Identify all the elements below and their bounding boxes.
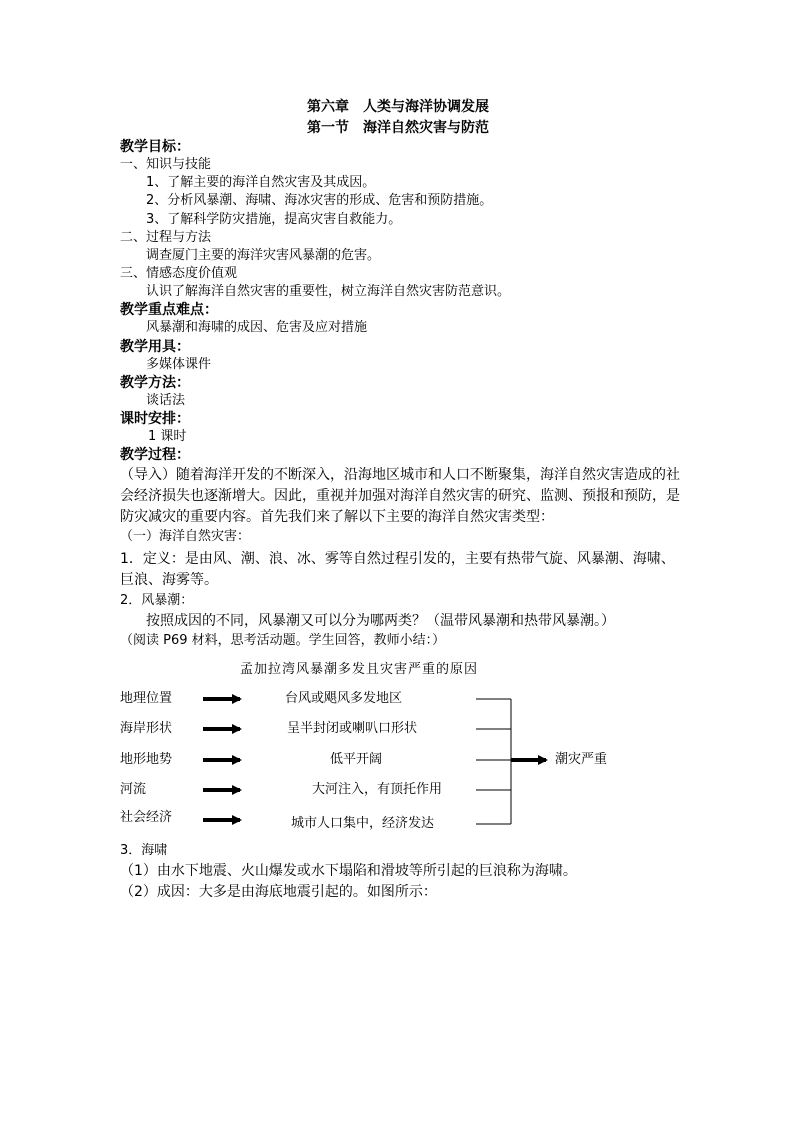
key-points-text: 风暴潮和海啸的成因、危害及应对措施	[146, 320, 368, 335]
definition-line: 巨浪、海雾等。	[120, 572, 218, 588]
factor-name: 海岸形状	[120, 721, 173, 736]
intro-line: 会经济损失也逐渐增大。因此，重视并加强对海洋自然灾害的研究、监测、预报和预防，是	[120, 488, 680, 504]
tsunami-heading: 3．海啸	[120, 843, 168, 858]
definition-line: 1．定义：是由风、潮、浪、冰、雾等自然过程引发的，主要有热带气旋、风暴潮、海啸、	[120, 551, 675, 567]
factor-detail: 大河注入，有顶托作用	[312, 782, 443, 797]
schedule-text: 1 课时	[148, 429, 187, 444]
tsunami-line: （2）成因：大多是由海底地震引起的。如图所示：	[120, 884, 437, 900]
storm-surge-heading: 2．风暴潮：	[120, 593, 194, 608]
knowledge-heading: 一、知识与技能	[120, 157, 212, 172]
part1-heading: （一）海洋自然灾害：	[120, 529, 251, 544]
process-method-text: 调查厦门主要的海洋灾害风暴潮的危害。	[146, 248, 381, 263]
factor-detail: 低平开阔	[330, 752, 383, 767]
objectives-heading: 教学目标：	[120, 139, 190, 155]
knowledge-item: 1、了解主要的海洋自然灾害及其成因。	[146, 175, 376, 190]
key-points-heading: 教学重点难点：	[120, 302, 218, 318]
method-text: 谈话法	[146, 393, 186, 408]
factor-name: 河流	[120, 782, 147, 797]
factor-name: 地理位置	[120, 691, 173, 706]
diagram-result: 潮灾严重	[555, 752, 608, 767]
factor-name: 地形地势	[120, 752, 173, 767]
reading-note: （阅读 P69 材料，思考活动题。学生回答，教师小结：）	[120, 633, 446, 648]
knowledge-item: 2、分析风暴潮、海啸、海冰灾害的形成、危害和预防措施。	[146, 193, 493, 208]
tools-text: 多媒体课件	[146, 357, 212, 372]
factor-detail: 台风或飓风多发地区	[285, 691, 403, 706]
chapter-title: 第六章 人类与海洋协调发展	[307, 99, 489, 115]
schedule-heading: 课时安排：	[120, 411, 190, 427]
factor-name: 社会经济	[120, 810, 173, 825]
attitude-text: 认识了解海洋自然灾害的重要性，树立海洋自然灾害防范意识。	[146, 284, 511, 299]
intro-line: （导入）随着海洋开发的不断深入，沿海地区城市和人口不断聚集，海洋自然灾害造成的社	[120, 467, 680, 483]
process-heading: 教学过程：	[120, 447, 190, 463]
attitude-heading: 三、情感态度价值观	[120, 266, 238, 281]
tsunami-line: （1）由水下地震、火山爆发或水下塌陷和滑坡等所引起的巨浪称为海啸。	[120, 863, 577, 879]
section-title: 第一节 海洋自然灾害与防范	[307, 120, 489, 136]
factor-detail: 城市人口集中，经济发达	[291, 816, 435, 831]
factor-detail: 呈半封闭或喇叭口形状	[287, 721, 418, 736]
tools-heading: 教学用具：	[120, 339, 190, 355]
process-method-heading: 二、过程与方法	[120, 230, 212, 245]
knowledge-item: 3、了解科学防灾措施，提高灾害自救能力。	[146, 212, 402, 227]
method-heading: 教学方法：	[120, 375, 190, 391]
diagram-title: 孟加拉湾风暴潮多发且灾害严重的原因	[240, 662, 479, 677]
intro-line: 防灾减灾的重要内容。首先我们来了解以下主要的海洋自然灾害类型：	[120, 509, 554, 525]
storm-surge-question: 按照成因的不同，风暴潮又可以分为哪两类？（温带风暴潮和热带风暴潮。）	[146, 613, 615, 629]
